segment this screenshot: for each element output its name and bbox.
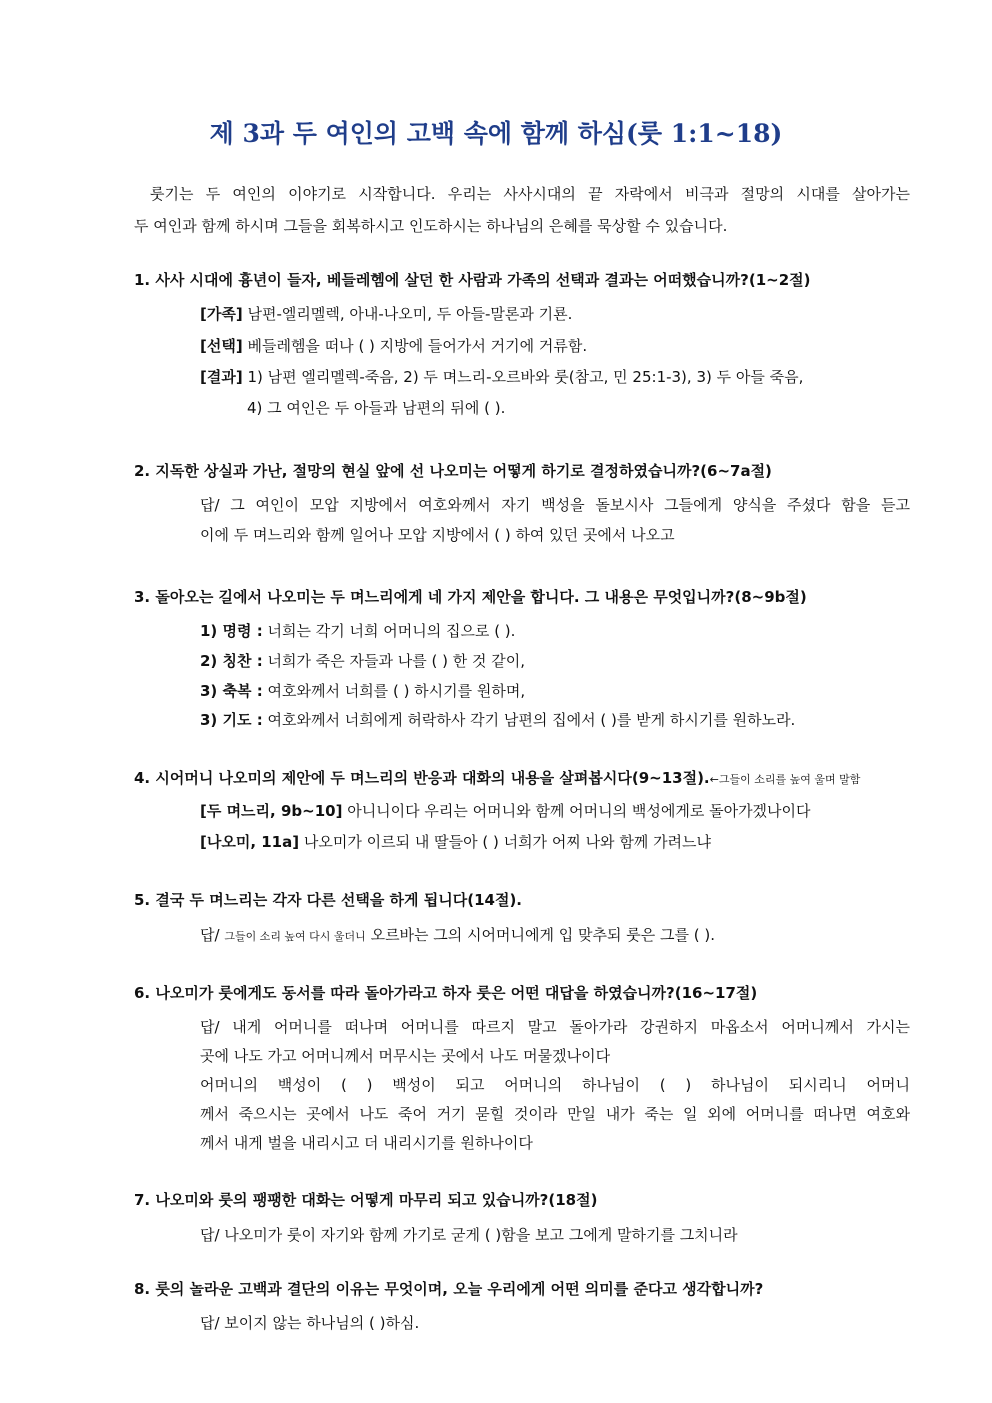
q3-item (200, 709, 795, 730)
question-3: 3. 돌아오는 길에서 나오미는 두 며느리에게 네 가지 제안을 합니다. 그 내용은 무엇입니까?(8~9b절) (134, 588, 807, 606)
q6-answer-line-3: 어머니의 백성이 ( ) 백성이 되고 어머니의 하나님이 ( ) 하나님이 되시리니 어머니 (200, 1076, 910, 1094)
q3-item-label: 2) 칭찬 : (200, 652, 263, 670)
question-7: 7. 나오미와 룻의 팽팽한 대화는 어떻게 마무리 되고 있습니까?(18절) (134, 1191, 598, 1209)
intro-line-2: 두 여인과 함께 하시며 그들을 회복하시고 인도하시는 하나님의 은혜를 묵상할 수 있습니다. (134, 217, 728, 235)
q4-line-2 (200, 831, 711, 852)
q4-line-1-text: 아니니이다 우리는 어머니와 함께 어머니의 백성에게로 돌아가겠나이다 (342, 802, 811, 820)
question-4 (134, 767, 860, 788)
q4-note: ←그들이 소리를 높여 울며 말함 (709, 773, 861, 786)
q4-line-1-label: [두 며느리, 9b~10] (200, 802, 343, 820)
q3-item-label: 3) 축복 : (200, 682, 263, 700)
q1-choice-label: [선택] (200, 337, 243, 355)
q1-family-text: 남편-엘리멜렉, 아내-나오미, 두 아들-말론과 기룐. (242, 305, 573, 323)
q5-answer-text: 오르바는 그의 시어머니에게 입 맞추되 룻은 그를 ( ). (365, 926, 715, 944)
q8-answer: 답/ 보이지 않는 하나님의 ( )하심. (200, 1314, 420, 1332)
page-title: 제 3과 두 여인의 고백 속에 함께 하심(룻 1:1~18) (209, 119, 783, 148)
question-2: 2. 지독한 상실과 가난, 절망의 현실 앞에 선 나오미는 어떻게 하기로 결정하였습니까?(6~7a절) (134, 462, 772, 480)
q6-answer-line-2: 곳에 나도 가고 어머니께서 머무시는 곳에서 나도 머물겠나이다 (200, 1047, 611, 1065)
q3-item-label: 1) 명령 : (200, 622, 263, 640)
q1-family-line (200, 303, 572, 324)
q2-answer-line-2: 이에 두 며느리와 함께 일어나 모압 지방에서 ( ) 하여 있던 곳에서 나오고 (200, 526, 675, 544)
q1-result-text-1: 1) 남편 엘리멜렉-죽음, 2) 두 며느리-오르바와 룻(참고, 민 25:1-3), 3) 두 아들 죽음, (242, 368, 804, 386)
q2-answer-line-1: 답/ 그 여인이 모압 지방에서 여호와께서 자기 백성을 돌보시사 그들에게 양식을 주셨다 함을 듣고 (200, 496, 910, 514)
q6-answer-line-1: 답/ 내게 어머니를 떠나며 어머니를 따르지 말고 돌아가라 강권하지 마옵소서 어머니께서 가시는 (200, 1018, 910, 1036)
question-1: 1. 사사 시대에 흉년이 들자, 베들레헴에 살던 한 사람과 가족의 선택과 결과는 어떠했습니까?(1~2절) (134, 271, 811, 289)
q3-item-text: 여호와께서 너희에게 허락하사 각기 남편의 집에서 ( )를 받게 하시기를 원하노라. (262, 711, 796, 729)
q5-answer (200, 924, 715, 945)
intro-paragraph (134, 178, 910, 242)
q7-answer: 답/ 나오미가 룻이 자기와 함께 가기로 굳게 ( )함을 보고 그에게 말하기를 그치니라 (200, 1226, 738, 1244)
q4-question-text: 4. 시어머니 나오미의 제안에 두 며느리의 반응과 대화의 내용을 살펴봅시다(9~13절). (134, 769, 710, 787)
q6-answer-line-4: 께서 죽으시는 곳에서 나도 죽어 거기 묻힐 것이라 만일 내가 죽는 일 외에 어머니를 떠나면 여호와 (200, 1105, 910, 1123)
q3-item (200, 620, 515, 641)
q3-item (200, 650, 525, 671)
q3-item-text: 여호와께서 너희를 ( ) 하시기를 원하며, (262, 682, 526, 700)
q4-line-2-label: [나오미, 11a] (200, 833, 300, 851)
q4-line-1 (200, 800, 811, 821)
q1-choice-line (200, 335, 587, 356)
q1-result-label: [결과] (200, 368, 243, 386)
intro-line-1: 룻기는 두 여인의 이야기로 시작합니다. 우리는 사사시대의 끝 자락에서 비극과 절망의 시대를 살아가는 (150, 185, 910, 203)
q5-answer-small: 그들이 소리 높여 다시 울더니 (224, 930, 366, 943)
q4-line-2-text: 나오미가 이르되 내 딸들아 ( ) 너희가 어찌 나와 함께 가려느냐 (299, 833, 712, 851)
q1-family-label: [가족] (200, 305, 243, 323)
q1-result-text-2: 4) 그 여인은 두 아들과 남편의 뒤에 ( ). (247, 399, 506, 417)
question-6: 6. 나오미가 룻에게도 동서를 따라 돌아가라고 하자 룻은 어떤 대답을 하였습니까?(16~17절) (134, 984, 758, 1002)
q3-item (200, 680, 525, 701)
q3-item-text: 너희가 죽은 자들과 나를 ( ) 한 것 같이, (262, 652, 525, 670)
question-5: 5. 결국 두 며느리는 각자 다른 선택을 하게 됩니다(14절). (134, 891, 522, 909)
q1-result-line (200, 366, 803, 387)
question-8: 8. 룻의 놀라운 고백과 결단의 이유는 무엇이며, 오늘 우리에게 어떤 의미를 준다고 생각합니까? (134, 1280, 764, 1298)
q1-choice-text: 베들레헴을 떠나 ( ) 지방에 들어가서 거기에 거류함. (242, 337, 588, 355)
q3-item-text: 너희는 각기 너희 어머니의 집으로 ( ). (262, 622, 516, 640)
q6-answer-line-5: 께서 내게 벌을 내리시고 더 내리시기를 원하나이다 (200, 1134, 533, 1152)
q3-item-label: 3) 기도 : (200, 711, 263, 729)
q5-answer-prefix: 답/ (200, 926, 225, 944)
